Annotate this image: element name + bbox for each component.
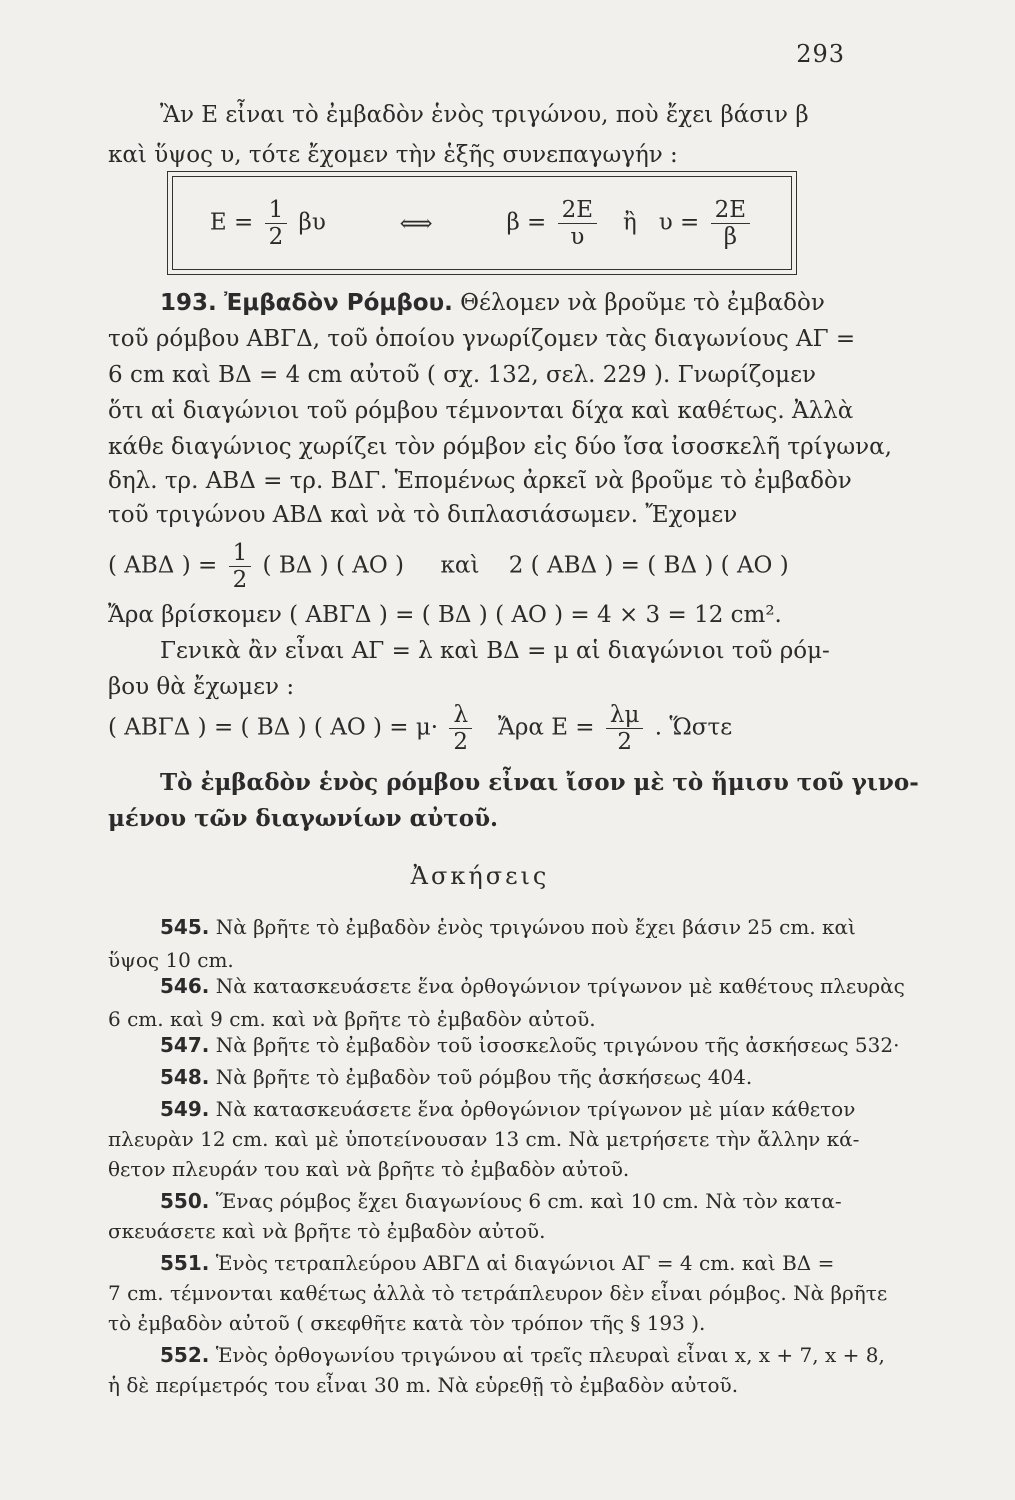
intro-line-1: Ἂν Ε εἶναι τὸ ἐμβαδὸν ἑνὸς τριγώνου, ποὺ ἔχει βάσιν β bbox=[160, 102, 809, 128]
page-number: 293 bbox=[796, 40, 845, 68]
exercise-552-cont: ἡ δὲ περίμετρός του εἶναι 30 m. Νὰ εὑρεθῇ τὸ ἐμβαδὸν αὐτοῦ. bbox=[108, 1373, 739, 1397]
intro-line-2: καὶ ὕψος υ, τότε ἔχομεν τὴν ἑξῆς συνεπαγωγήν : bbox=[108, 142, 678, 168]
exercises-title: Ἀσκήσεις bbox=[410, 862, 550, 890]
exercise-549: 549. Νὰ κατασκευάσετε ἕνα ὀρθογώνιον τρίγωνον μὲ μίαν κάθετον bbox=[160, 1097, 856, 1121]
section-line-2: τοῦ ρόμβου ΑΒΓΔ, τοῦ ὁποίου γνωρίζομεν τὰς διαγωνίους ΑΓ = bbox=[108, 326, 856, 352]
rule-line-1: Τὸ ἐμβαδὸν ἑνὸς ρόμβου εἶναι ἴσον μὲ τὸ ἥμισυ τοῦ γινο- bbox=[160, 769, 919, 796]
exercise-551-cont-2: τὸ ἐμβαδὸν αὐτοῦ ( σκεφθῆτε κατὰ τὸν τρόπον τῆς § 193 ). bbox=[108, 1311, 706, 1335]
exercise-547: 547. Νὰ βρῆτε τὸ ἐμβαδὸν τοῦ ἰσοσκελοῦς τριγώνου τῆς ἀσκήσεως 532· bbox=[160, 1033, 900, 1057]
equation-3: ( ΑΒΓΔ ) = ( ΒΔ ) ( ΑΟ ) = μ· $\frac{\lambda}{2}$ Ἄρα Ε = $\frac{\lambda\mu}{2}$ . Ὥστε bbox=[108, 702, 733, 755]
section-line-5: κάθε διαγώνιος χωρίζει τὸν ρόμβον εἰς δύο ἴσα ἰσοσκελῆ τρίγωνα, bbox=[108, 434, 892, 460]
formula-area: Ε = $\frac{1}{2}$ βυ bbox=[209, 197, 326, 250]
exercise-550-cont: σκευάσετε καὶ νὰ βρῆτε τὸ ἐμβαδὸν αὐτοῦ. bbox=[108, 1219, 546, 1243]
exercise-546: 546. Νὰ κατασκευάσετε ἕνα ὀρθογώνιον τρίγωνον μὲ καθέτους πλευρὰς bbox=[160, 974, 905, 998]
rule-line-2: μένου τῶν διαγωνίων αὐτοῦ. bbox=[108, 805, 499, 832]
exercise-546-cont: 6 cm. καὶ 9 cm. καὶ νὰ βρῆτε τὸ ἐμβαδὸν αὐτοῦ. bbox=[108, 1007, 596, 1031]
boxed-formula bbox=[172, 176, 792, 270]
section-line-7: τοῦ τριγώνου ΑΒΔ καὶ νὰ τὸ διπλασιάσωμεν. Ἔχομεν bbox=[108, 502, 738, 528]
exercise-545: 545. Νὰ βρῆτε τὸ ἐμβαδὸν ἑνὸς τριγώνου ποὺ ἔχει βάσιν 25 cm. καὶ bbox=[160, 915, 856, 939]
general-line-2: βου θὰ ἔχωμεν : bbox=[108, 674, 295, 700]
general-line-1: Γενικὰ ἂν εἶναι ΑΓ = λ καὶ ΒΔ = μ αἱ διαγώνιοι τοῦ ρόμ- bbox=[160, 638, 830, 664]
section-line-4: ὅτι αἱ διαγώνιοι τοῦ ρόμβου τέμνονται δίχα καὶ καθέτως. Ἀλλὰ bbox=[108, 398, 854, 424]
exercise-552: 552. Ἑνὸς ὀρθογωνίου τριγώνου αἱ τρεῖς πλευραὶ εἶναι x, x + 7, x + 8, bbox=[160, 1343, 885, 1367]
exercise-551-cont: 7 cm. τέμνονται καθέτως ἀλλὰ τὸ τετράπλευρον δὲν εἶναι ρόμβος. Νὰ βρῆτε bbox=[108, 1281, 888, 1305]
equivalence-arrow: ⟺ bbox=[399, 210, 433, 237]
section-heading: 193. Ἐμβαδὸν Ρόμβου. Θέλομεν νὰ βροῦμε τὸ ἐμβαδὸν bbox=[160, 290, 825, 316]
equation-2: Ἄρα βρίσκομεν ( ΑΒΓΔ ) = ( ΒΔ ) ( ΑΟ ) = 4 × 3 = 12 cm². bbox=[108, 602, 782, 628]
equation-1: ( ΑΒΔ ) = $\frac{1}{2}$ ( ΒΔ ) ( ΑΟ ) καὶ 2 ( ΑΒΔ ) = ( ΒΔ ) ( ΑΟ ) bbox=[108, 540, 789, 593]
formula-base: β = $\frac{2E}{\upsilon}$ ἢ υ = $\frac{2E}{\beta}$ bbox=[506, 197, 754, 250]
exercise-550: 550. Ἕνας ρόμβος ἔχει διαγωνίους 6 cm. καὶ 10 cm. Νὰ τὸν κατα- bbox=[160, 1189, 842, 1213]
section-line-3: 6 cm καὶ ΒΔ = 4 cm αὐτοῦ ( σχ. 132, σελ. 229 ). Γνωρίζομεν bbox=[108, 362, 816, 388]
exercise-549-cont-2: θετον πλευράν του καὶ νὰ βρῆτε τὸ ἐμβαδὸν αὐτοῦ. bbox=[108, 1157, 630, 1181]
exercise-549-cont: πλευρὰν 12 cm. καὶ μὲ ὑποτείνουσαν 13 cm. Νὰ μετρήσετε τὴν ἄλλην κά- bbox=[108, 1127, 860, 1151]
exercise-545-cont: ὕψος 10 cm. bbox=[108, 948, 234, 972]
exercise-551: 551. Ἑνὸς τετραπλεύρου ΑΒΓΔ αἱ διαγώνιοι ΑΓ = 4 cm. καὶ ΒΔ = bbox=[160, 1251, 835, 1275]
exercise-548: 548. Νὰ βρῆτε τὸ ἐμβαδὸν τοῦ ρόμβου τῆς ἀσκήσεως 404. bbox=[160, 1065, 753, 1089]
section-line-6: δηλ. τρ. ΑΒΔ = τρ. ΒΔΓ. Ἑπομένως ἀρκεῖ νὰ βροῦμε τὸ ἐμβαδὸν bbox=[108, 468, 852, 494]
